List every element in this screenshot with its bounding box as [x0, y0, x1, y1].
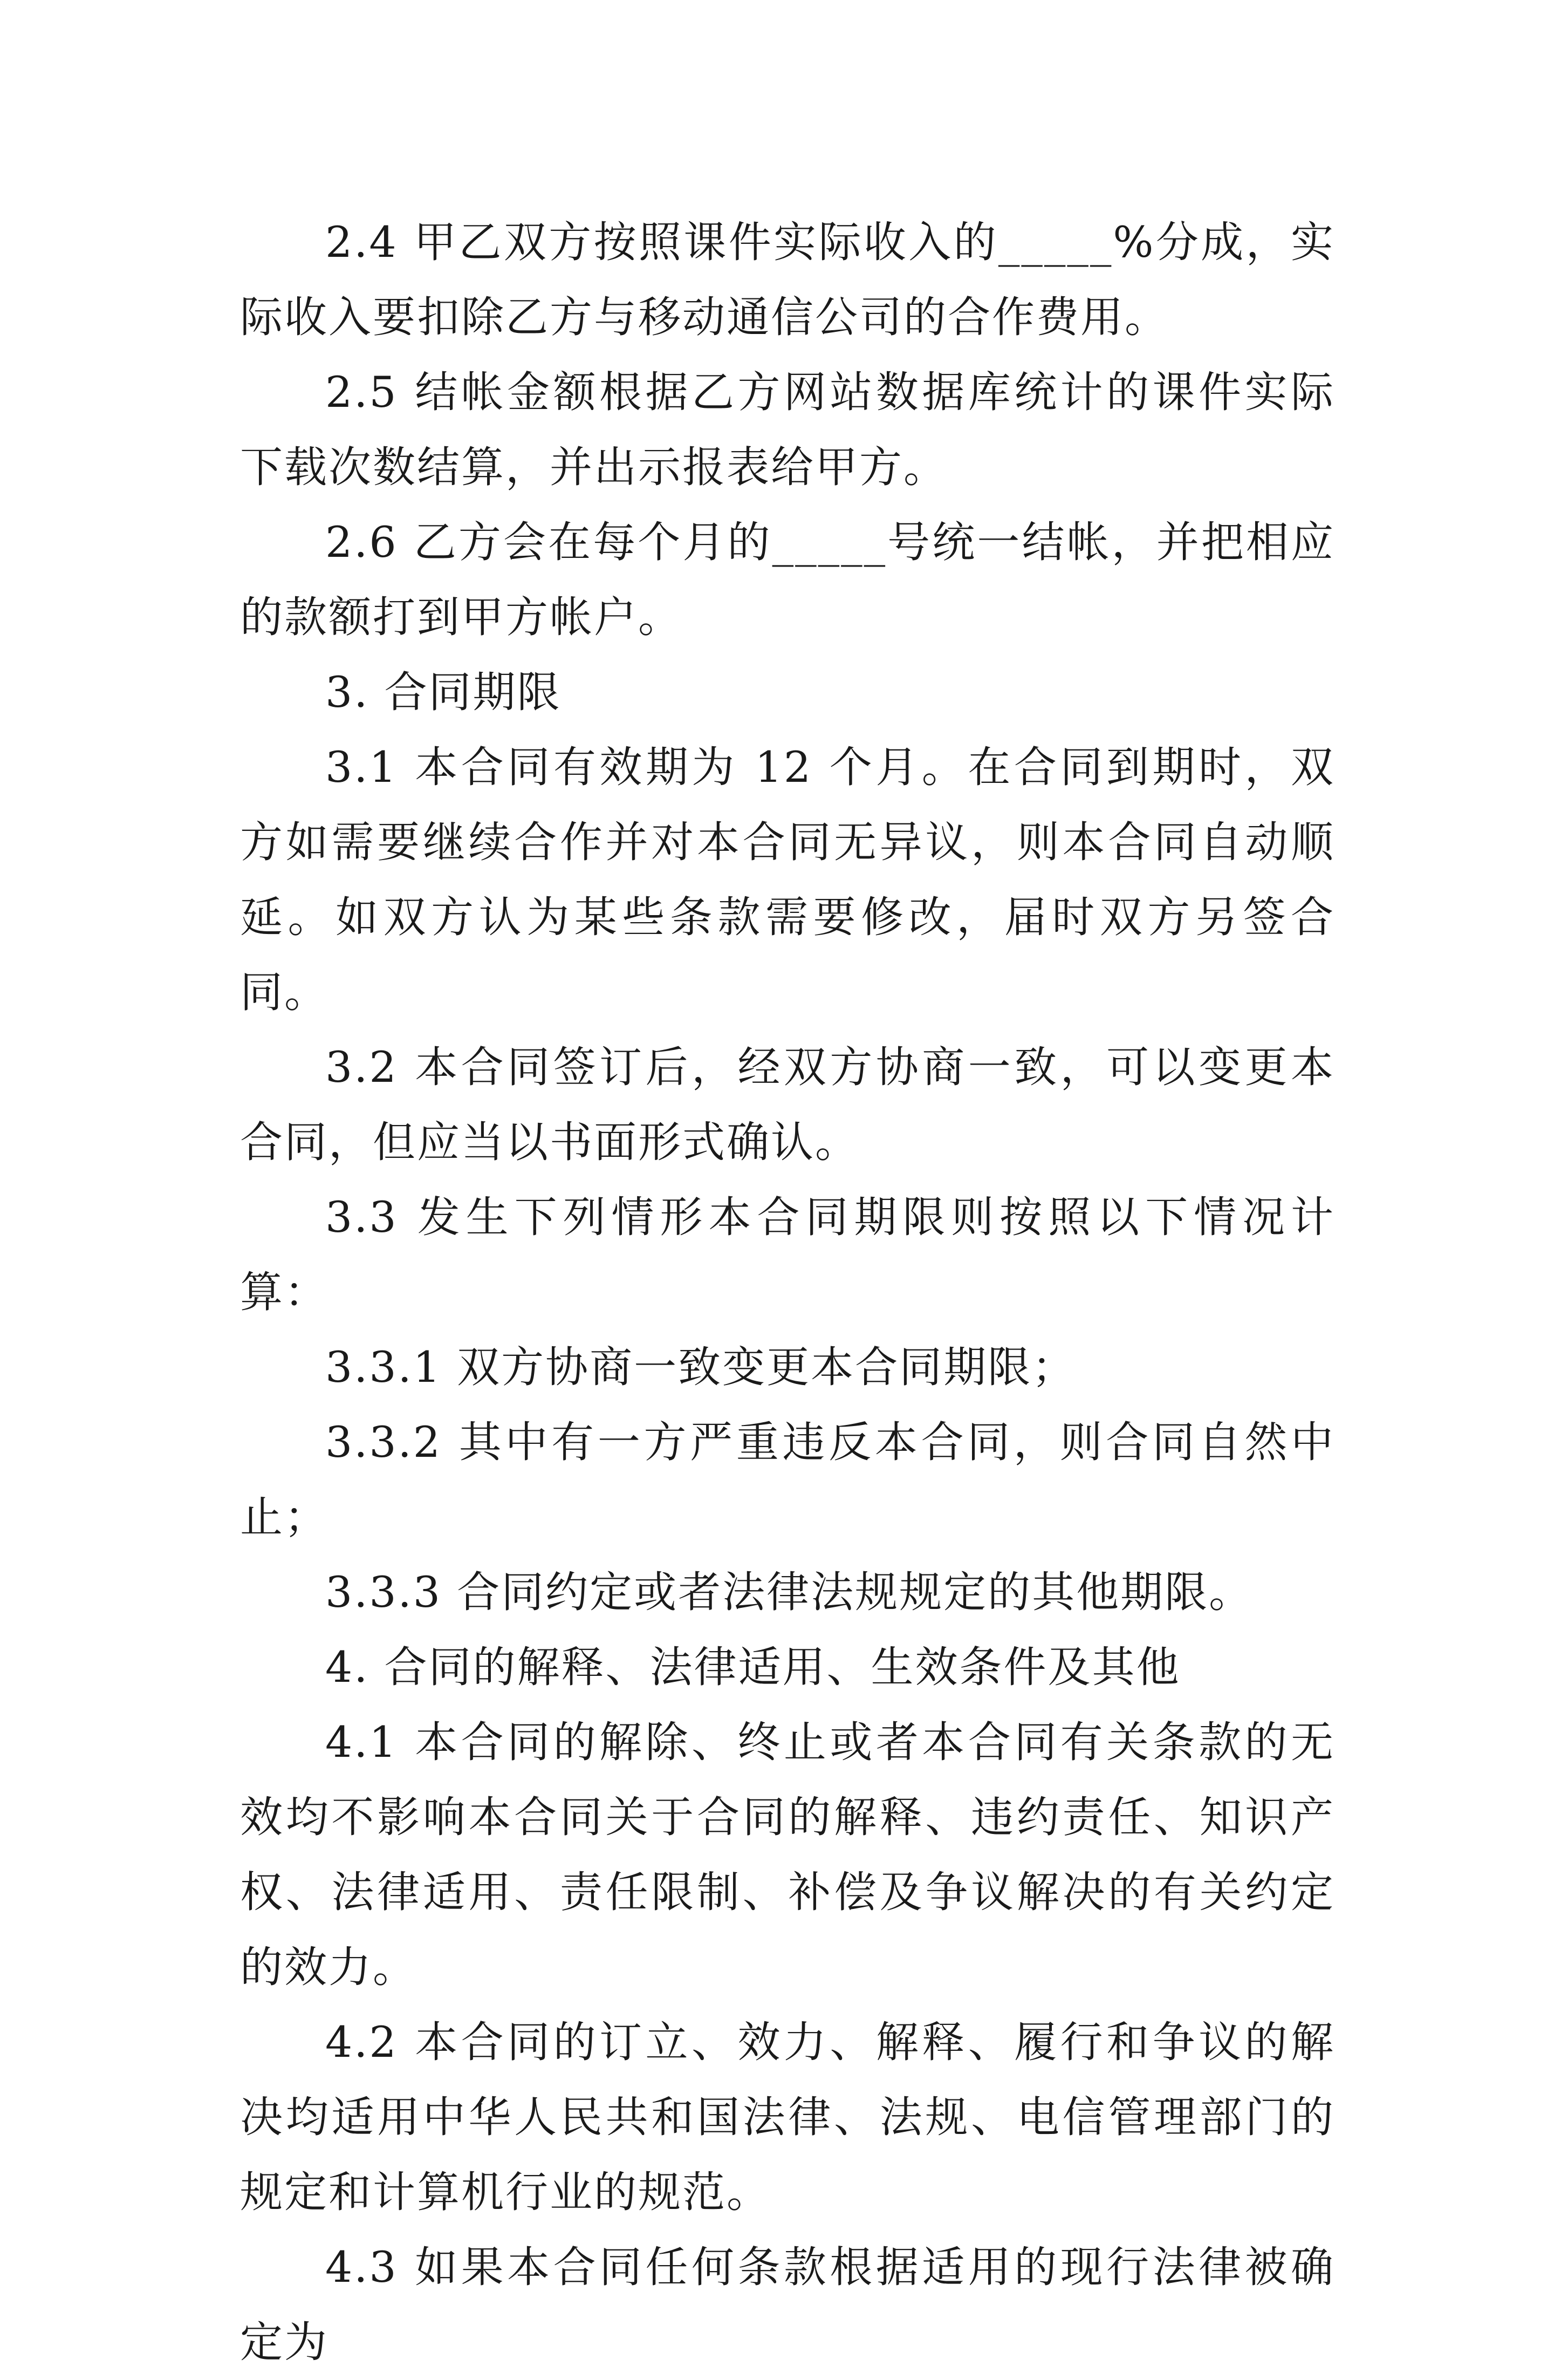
clause-4-2: 4.2 本合同的订立、效力、解释、履行和争议的解决均适用中华人民共和国法律、法规、电信管理部门的规定和计算机行业的规范。 [240, 2017, 1335, 2217]
section-3-heading: 3. 合同期限 [325, 667, 562, 717]
section-4-heading: 4. 合同的解释、法律适用、生效条件及其他 [325, 1642, 1181, 1692]
clause-3-3-1: 3.3.1 双方协商一致变更本合同期限； [325, 1342, 1077, 1392]
clause-4-3: 4.3 如果本合同任何条款根据适用的现行法律被确定为 [240, 2242, 1335, 2367]
document-body [240, 205, 1335, 2380]
clause-4-1: 4.1 本合同的解除、终止或者本合同有关条款的无效均不影响本合同关于合同的解释、违约责任、知识产权、法律适用、责任限制、补偿及争议解决的有关约定的效力。 [240, 1717, 1335, 1992]
clause-2-6: 2.6 乙方会在每个月的_____号统一结帐，并把相应的款额打到甲方帐户。 [240, 517, 1335, 642]
clause-3-3-2: 3.3.2 其中有一方严重违反本合同，则合同自然中止； [240, 1417, 1335, 1542]
clause-2-4: 2.4 甲乙双方按照课件实际收入的_____%分成，实际收入要扣除乙方与移动通信公司的合作费用。 [240, 217, 1335, 342]
clause-3-3: 3.3 发生下列情形本合同期限则按照以下情况计算： [240, 1192, 1335, 1317]
clause-3-1: 3.1 本合同有效期为 12 个月。在合同到期时，双方如需要继续合作并对本合同无异议，则本合同自动顺延。如双方认为某些条款需要修改，届时双方另签合同。 [240, 742, 1335, 1017]
clause-3-2: 3.2 本合同签订后，经双方协商一致，可以变更本合同，但应当以书面形式确认。 [240, 1042, 1335, 1167]
clause-2-5: 2.5 结帐金额根据乙方网站数据库统计的课件实际下载次数结算，并出示报表给甲方。 [240, 367, 1335, 492]
clause-3-3-3: 3.3.3 合同约定或者法律法规规定的其他期限。 [325, 1567, 1254, 1617]
